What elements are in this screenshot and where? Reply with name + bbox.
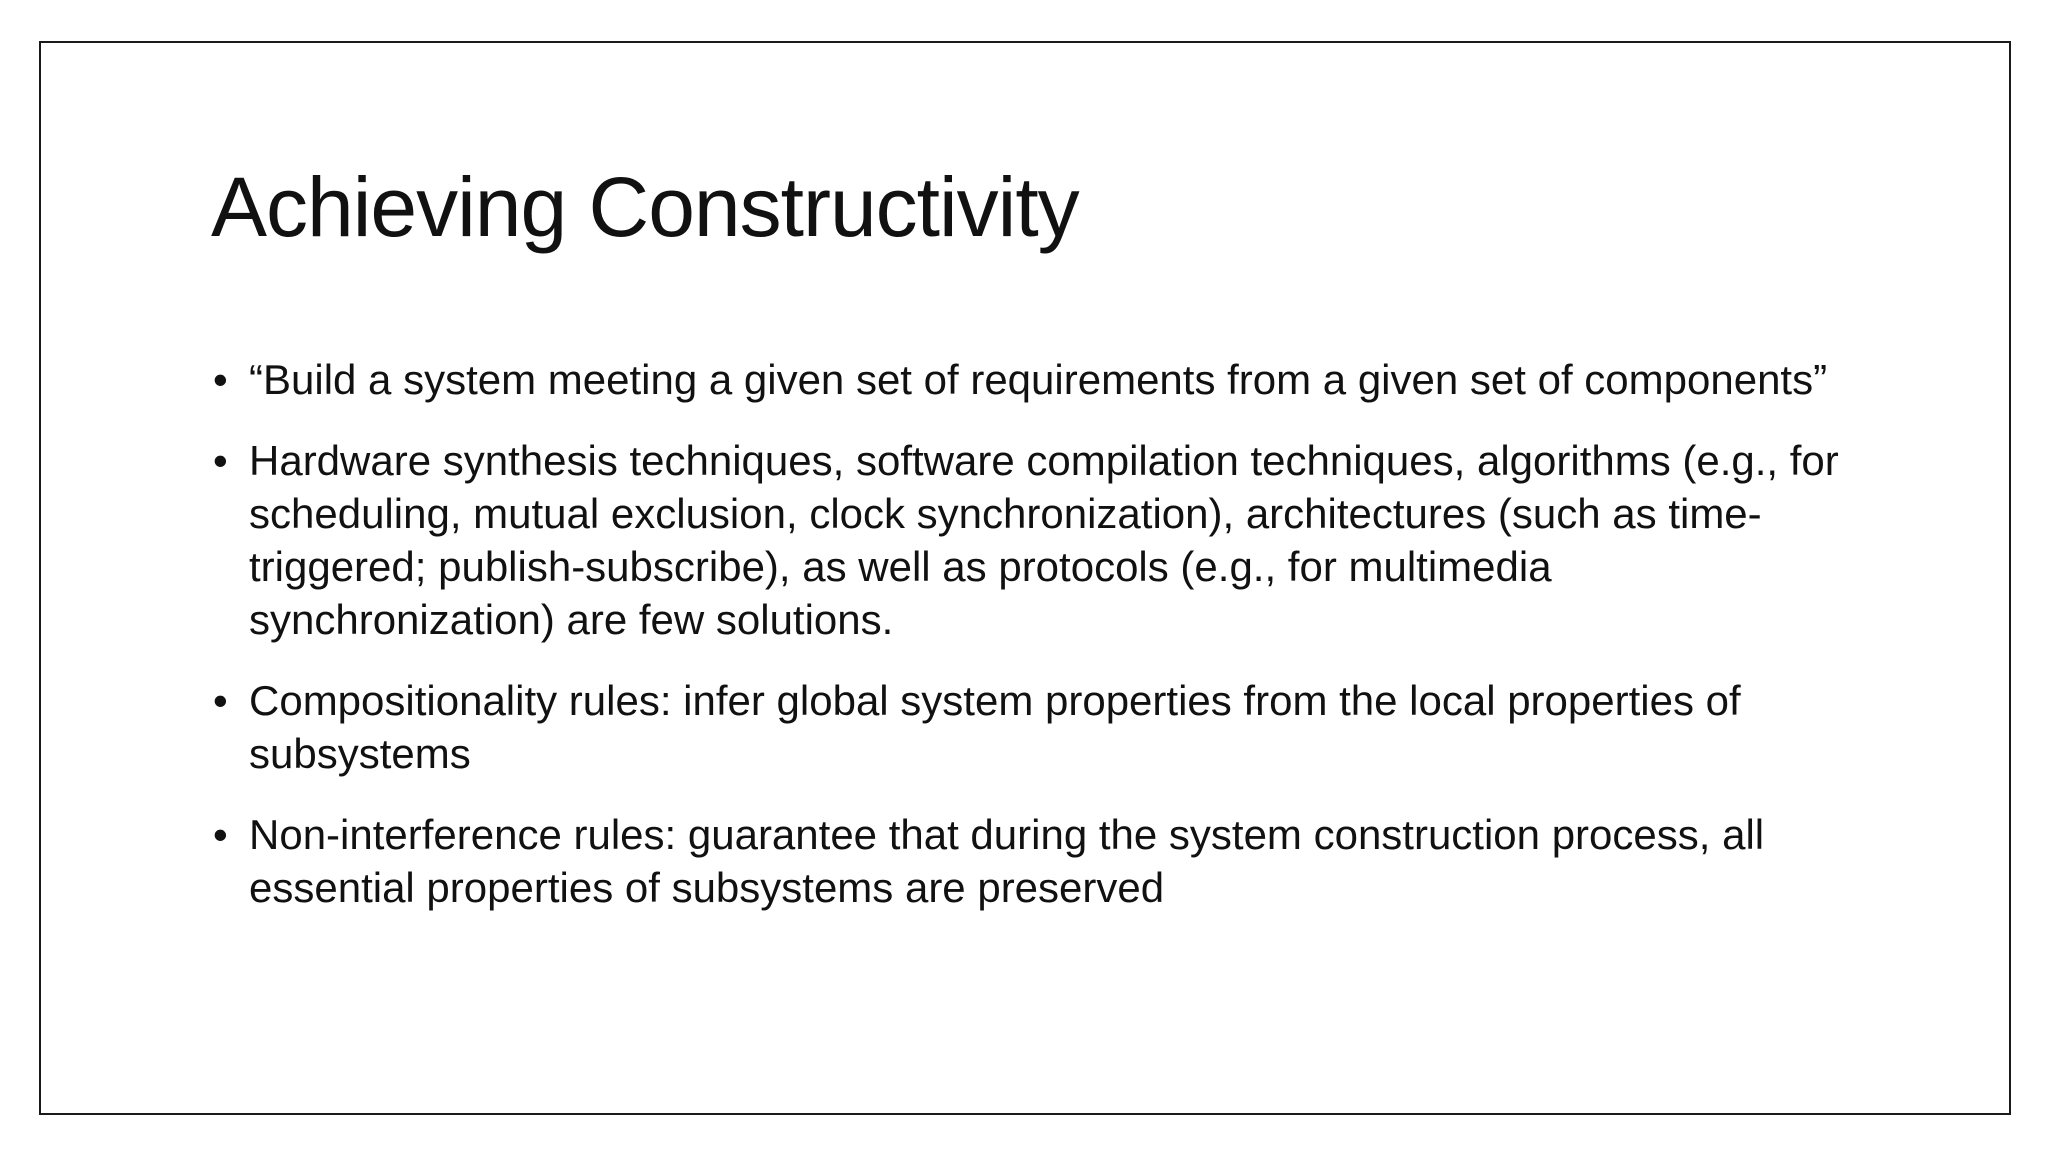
bullet-list bbox=[211, 353, 1861, 942]
bullet-dot-icon: • bbox=[213, 811, 228, 858]
bullet-item bbox=[211, 674, 1861, 780]
bullet-item bbox=[211, 353, 1861, 406]
bullet-dot-icon: • bbox=[213, 437, 228, 484]
bullet-dot-icon: • bbox=[213, 356, 228, 403]
bullet-item bbox=[211, 808, 1861, 914]
bullet-text: Non-interference rules: guarantee that during the system construction process, all essential properties of subsystems are preserved bbox=[249, 811, 1765, 911]
bullet-text: “Build a system meeting a given set of requirements from a given set of components” bbox=[249, 356, 1828, 403]
slide-title: Achieving Constructivity bbox=[211, 160, 1079, 254]
bullet-text: Compositionality rules: infer global system properties from the local properties of subsystems bbox=[249, 677, 1741, 777]
bullet-text: Hardware synthesis techniques, software compilation techniques, algorithms (e.g., for scheduling, mutual exclusion, clock synchronization), architectures (such as time-triggered; publish-subscribe), as well as protocols (e.g., for multimedia synchronization) are few solutions. bbox=[249, 437, 1839, 643]
slide-frame bbox=[39, 41, 2011, 1115]
bullet-dot-icon: • bbox=[213, 677, 228, 724]
bullet-item bbox=[211, 434, 1861, 646]
